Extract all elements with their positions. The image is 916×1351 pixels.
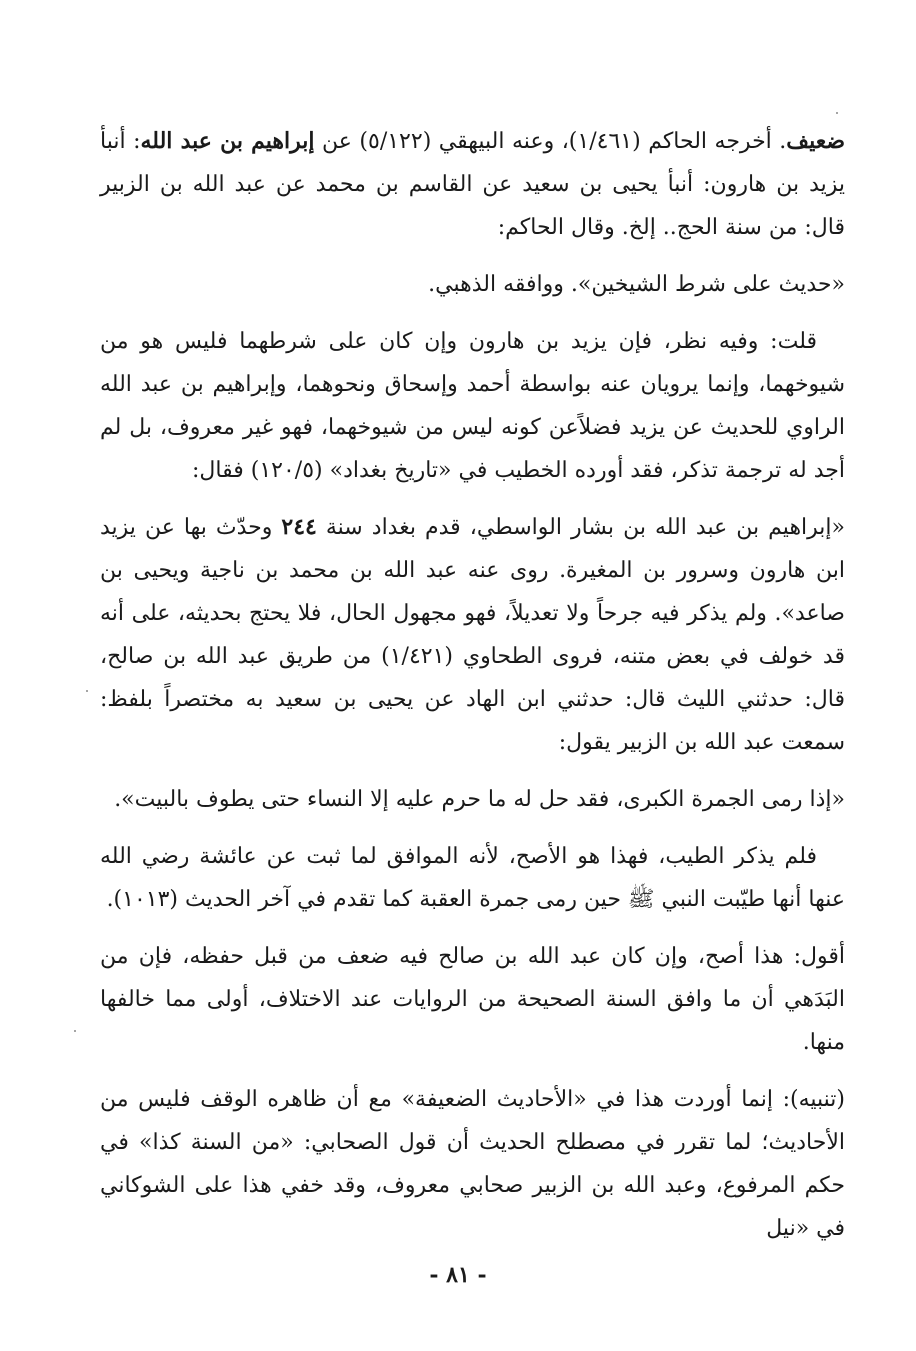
paragraph-4 — [100, 506, 845, 764]
paragraph-1 — [100, 120, 845, 249]
narrator-name: إبراهيم بن عبد الله — [140, 128, 315, 154]
paragraph-3: قلت: وفيه نظر، فإن يزيد بن هارون وإن كان على شرطهما فليس هو من شيوخهما، وإنما يرويان عنه بواسطة أحمد وإسحاق ونحوهما، وإبراهيم بن عبد الله الراوي للحديث عن يزيد فضلاًعن كونه ليس من شيوخهما، فهو غير معروف، بل لم أجد له ترجمة تذكر، فقد أورده الخطيب في «تاريخ بغداد» (١٢٠/٥) فقال: — [100, 329, 846, 483]
paragraph-4-text-a: «إبراهيم بن عبد الله بن بشار الواسطي، قدم بغداد سنة — [316, 515, 845, 540]
scan-speck — [74, 1030, 76, 1032]
page-number: - ٨١ - — [429, 1262, 487, 1288]
paragraph-1-text-a: . أخرجه الحاكم (١/٤٦١)، وعنه البيهقي (٥/١٢٢) عن — [314, 129, 787, 154]
paragraph-6: فلم يذكر الطيب، فهذا هو الأصح، لأنه الموافق لما ثبت عن عائشة رضي الله عنها أنها طيّبت النبي ﷺ حين رمى جمرة العقبة كما تقدم في آخر الحديث (١٠١٣). — [100, 844, 845, 912]
paragraph-1-text-b: : أنبأ يزيد بن هارون: أنبأ يحيى بن سعيد عن القاسم بن محمد عن عبد الله بن الزبير قال: من سنة الحج.. إلخ. وقال الحاكم: — [100, 129, 845, 240]
paragraph-4-text-b: وحدّث بها عن يزيد ابن هارون وسرور بن المغيرة. روى عنه عبد الله بن محمد بن ناجية ويحيى بن صاعد». ولم يذكر فيه جرحاً ولا تعديلاً، فهو مجهول الحال، فلا يحتج بحديثه، على أنه قد خولف في بعض متنه، فروى الطحاوي (١/٤٢١) من طريق عبد الله بن صالح، قال: حدثني الليث قال: حدثني ابن الهاد عن يحيى بن سعيد به مختصراً بلفظ: سمعت عبد الله بن الزبير يقول: — [100, 515, 845, 755]
scan-speck — [836, 112, 838, 114]
paragraph-5: «إذا رمى الجمرة الكبرى، فقد حل له ما حرم عليه إلا النساء حتى يطوف بالبيت». — [114, 787, 845, 812]
page-body — [100, 120, 845, 1264]
paragraph-7: أقول: هذا أصح، وإن كان عبد الله بن صالح فيه ضعف من قبل حفظه، فإن من البَدَهي أن ما وافق السنة الصحيحة من الروايات عند الاختلاف، أولى مما خالفها منها. — [100, 944, 845, 1055]
grade-label: ضعيف — [786, 128, 846, 154]
scan-speck — [86, 690, 88, 692]
paragraph-2: «حديث على شرط الشيخين». ووافقه الذهبي. — [428, 272, 845, 297]
paragraph-8: (تنبيه): إنما أوردت هذا في «الأحاديث الضعيفة» مع أن ظاهره الوقف فليس من الأحاديث؛ لما تقرر في مصطلح الحديث أن قول الصحابي: «من السنة كذا» في حكم المرفوع، وعبد الله بن الزبير صحابي معروف، وقد خفي هذا على الشوكاني في «نيل — [100, 1087, 845, 1241]
year-number: ٢٤٤ — [281, 514, 317, 540]
